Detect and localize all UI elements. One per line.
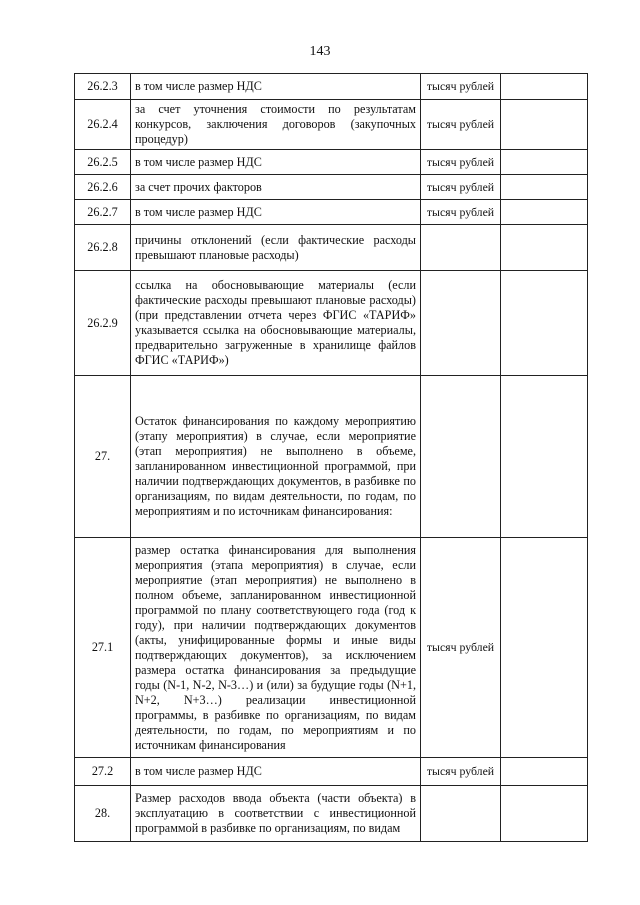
table-row <box>75 100 588 150</box>
row-number: 26.2.5 <box>75 150 131 175</box>
row-unit: тысяч рублей <box>421 200 501 225</box>
row-number: 26.2.4 <box>75 100 131 150</box>
table-row <box>75 74 588 100</box>
row-number: 26.2.7 <box>75 200 131 225</box>
row-unit: тысяч рублей <box>421 538 501 758</box>
table-row <box>75 200 588 225</box>
table-row <box>75 175 588 200</box>
row-unit: тысяч рублей <box>421 175 501 200</box>
row-value-cells <box>501 758 588 786</box>
page-number: 143 <box>309 44 331 59</box>
row-unit: тысяч рублей <box>421 758 501 786</box>
row-description: в том числе размер НДС <box>131 150 421 175</box>
table-row <box>75 225 588 271</box>
row-number: 26.2.3 <box>75 74 131 100</box>
row-unit: тысяч рублей <box>421 100 501 150</box>
row-unit <box>421 376 501 538</box>
row-description: за счет уточнения стоимости по результатам конкурсов, заключения договоров (закупочных процедур) <box>131 100 421 150</box>
row-description: размер остатка финансирования для выполнения мероприятия (этапа мероприятия) в случае, если мероприятие (этап мероприятия) не выполнено в полном объеме, запланированном инвестиционной программой по плану соответствующего года (год к году), при наличии подтверждающих документов (акты, унифицированные формы и иные виды подтверждающих документов), за исключением размера остатка финансирования за предыдущие годы (N-1, N-2, N-3…) и (или) за будущие годы (N+1, N+2, N+3…) реализации инвестиционной программы, в разбивке по организациям, по видам деятельности, по годам, по мероприятиям и по источникам финансирования <box>131 538 421 758</box>
row-value-cells <box>501 786 588 842</box>
row-description: в том числе размер НДС <box>131 74 421 100</box>
table-row <box>75 376 588 538</box>
row-value-cells <box>501 74 588 100</box>
table-row <box>75 758 588 786</box>
row-value-cells <box>501 376 588 538</box>
row-number: 27.2 <box>75 758 131 786</box>
row-number: 27. <box>75 376 131 538</box>
table-row <box>75 786 588 842</box>
row-description: причины отклонений (если фактические расходы превышают плановые расходы) <box>131 225 421 271</box>
row-value-cells <box>501 271 588 376</box>
row-description: в том числе размер НДС <box>131 200 421 225</box>
row-value-cells <box>501 538 588 758</box>
row-number: 26.2.8 <box>75 225 131 271</box>
row-description: Размер расходов ввода объекта (части объекта) в эксплуатацию в соответствии с инвестиционной программой в разбивке по организациям, по видам <box>131 786 421 842</box>
row-value-cells <box>501 175 588 200</box>
row-description: ссылка на обосновывающие материалы (если фактические расходы превышают плановые расходы) (при представлении отчета через ФГИС «ТАРИФ» указывается ссылка на обосновывающие материалы, предварительно загруженные в хранилище файлов ФГИС «ТАРИФ») <box>131 271 421 376</box>
row-number: 28. <box>75 786 131 842</box>
table-row <box>75 538 588 758</box>
row-unit <box>421 225 501 271</box>
row-description: Остаток финансирования по каждому мероприятию (этапу мероприятия) в случае, если мероприятие (этап мероприятия) не выполнено в объеме, запланированном инвестиционной программой, при наличии подтверждающих документов, в разбивке по организациям, по видам деятельности, по годам, по мероприятиям и по источникам финансирования: <box>131 376 421 538</box>
row-unit: тысяч рублей <box>421 150 501 175</box>
row-value-cells <box>501 150 588 175</box>
row-number: 26.2.6 <box>75 175 131 200</box>
row-unit <box>421 786 501 842</box>
row-number: 27.1 <box>75 538 131 758</box>
row-unit <box>421 271 501 376</box>
row-value-cells <box>501 200 588 225</box>
row-value-cells <box>501 225 588 271</box>
row-description: за счет прочих факторов <box>131 175 421 200</box>
table-row <box>75 271 588 376</box>
row-description: в том числе размер НДС <box>131 758 421 786</box>
row-number: 26.2.9 <box>75 271 131 376</box>
table-row <box>75 150 588 175</box>
row-unit: тысяч рублей <box>421 74 501 100</box>
indicator-table <box>74 73 588 842</box>
row-value-cells <box>501 100 588 150</box>
